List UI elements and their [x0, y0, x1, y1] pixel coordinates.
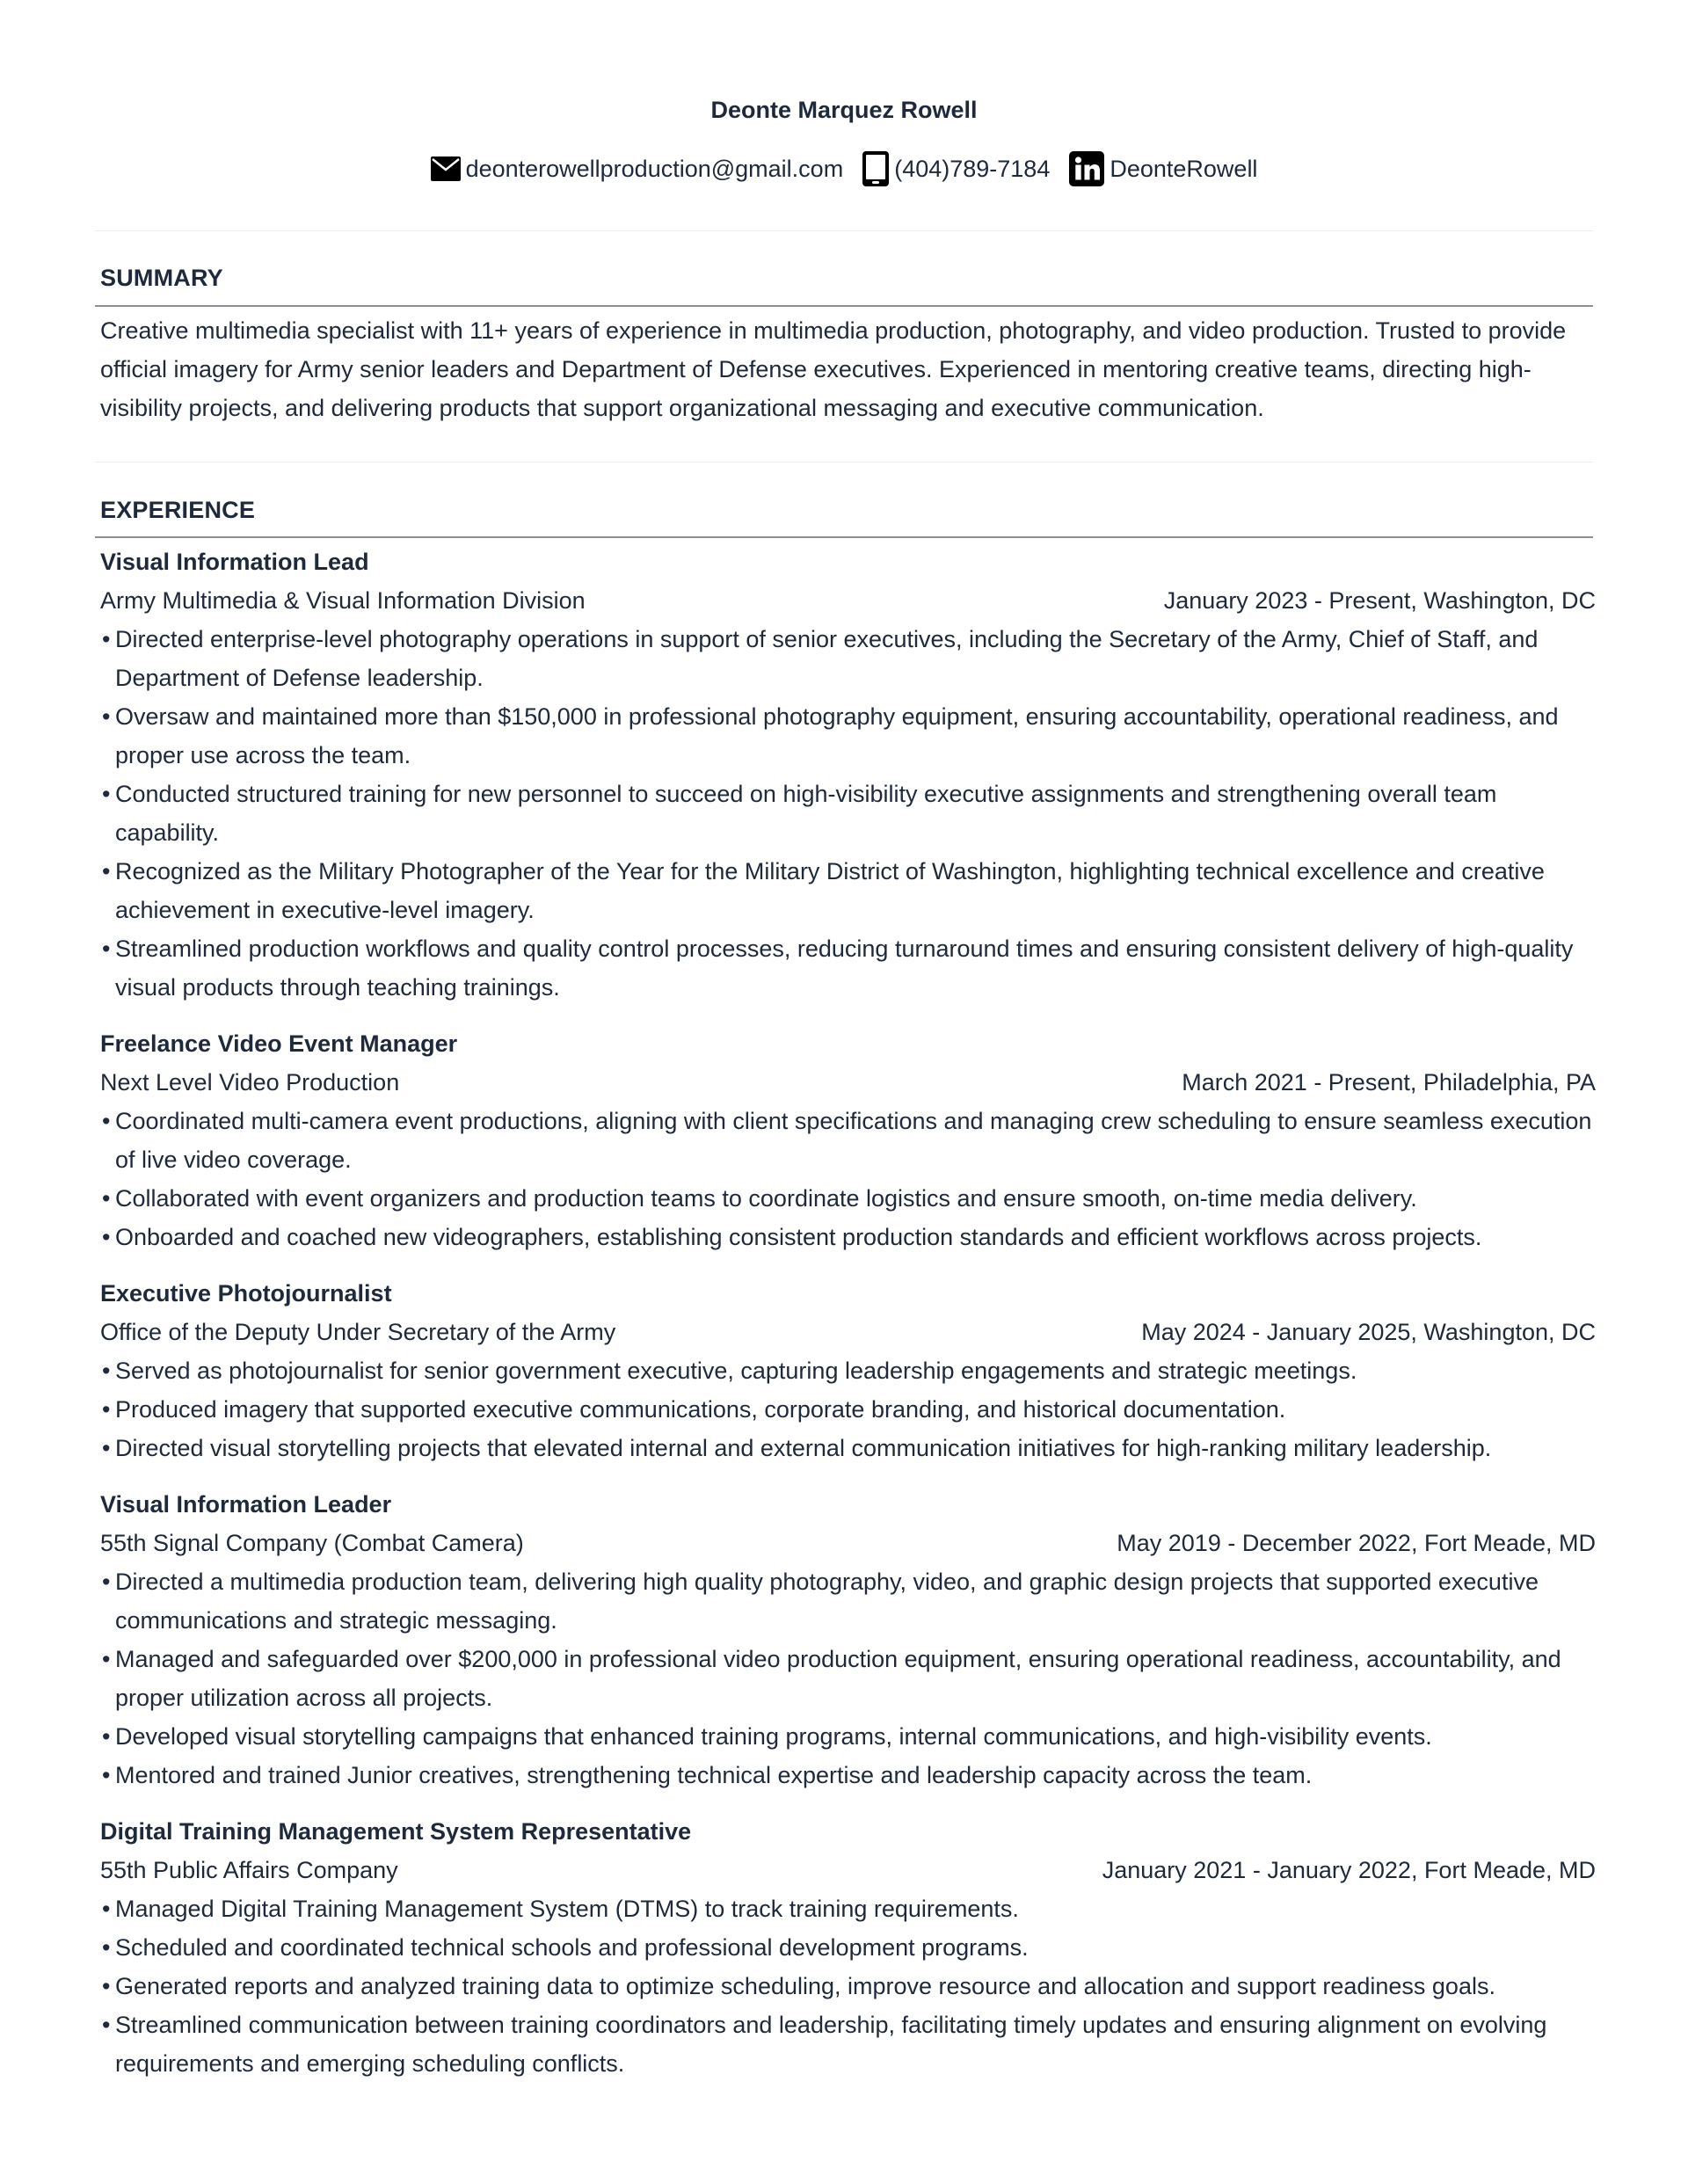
job-entry — [100, 1024, 1595, 1256]
job-dates-location: May 2024 - January 2025, Washington, DC — [1141, 1319, 1596, 1345]
smartphone-icon — [862, 151, 894, 186]
job-bullet: • Developed visual storytelling campaigns that enhanced training programs, internal communications, and high-visibility events. — [100, 1717, 1595, 1756]
job-bullet: • Oversaw and maintained more than $150,000 in professional photography equipment, ensuring accountability, operational readiness, and proper use across the team. — [100, 697, 1595, 775]
job-bullets — [100, 1889, 1595, 2083]
job-bullets — [100, 1351, 1595, 1467]
job-bullet: • Directed a multimedia production team, delivering high quality photography, video, and graphic design projects that supported executive communications and strategic messaging. — [100, 1562, 1595, 1640]
summary-text: Creative multimedia specialist with 11+ years of experience in multimedia production, photography, and video production. Trusted to provide official imagery for Army senior leaders and Department of Defense executives. Experienced in mentoring creative teams, directing high-visibility projects, and delivering products that support organizational messaging and executive communication. — [100, 317, 1567, 421]
candidate-name: Deonte Marquez Rowell — [710, 97, 978, 123]
phone-number[interactable]: (404)789-7184 — [894, 155, 1051, 182]
job-meta — [100, 1851, 1596, 1889]
job-dates-location: January 2023 - Present, Washington, DC — [1163, 587, 1596, 614]
experience-rule — [95, 536, 1593, 538]
header-divider — [95, 230, 1593, 231]
job-bullet: • Directed enterprise-level photography operations in support of senior executives, including the Secretary of the Army, Chief of Staff, and Department of Defense leadership. — [100, 620, 1595, 697]
job-dates-location: January 2021 - January 2022, Fort Meade, MD — [1102, 1857, 1596, 1883]
job-organization: Office of the Deputy Under Secretary of the Army — [100, 1319, 616, 1345]
job-organization: Next Level Video Production — [100, 1069, 400, 1096]
job-title: Digital Training Management System Representative — [100, 1818, 692, 1845]
job-entry — [100, 1485, 1595, 1795]
job-bullet: • Produced imagery that supported executive communications, corporate branding, and historical documentation. — [100, 1390, 1595, 1429]
job-entry — [100, 1812, 1595, 2083]
contact-row — [0, 151, 1688, 186]
job-title: Visual Information Leader — [100, 1491, 392, 1518]
contact-linkedin[interactable] — [1069, 151, 1257, 186]
job-bullets — [100, 620, 1595, 1007]
contact-email[interactable] — [431, 156, 844, 183]
job-entry — [100, 542, 1595, 1007]
job-dates-location: March 2021 - Present, Philadelphia, PA — [1182, 1069, 1596, 1096]
linkedin-icon — [1069, 151, 1110, 186]
experience-list — [100, 542, 1595, 2100]
job-bullet: • Served as photojournalist for senior government executive, capturing leadership engagements and strategic meetings. — [100, 1351, 1595, 1390]
job-meta — [100, 1313, 1596, 1351]
job-bullet: • Managed Digital Training Management System (DTMS) to track training requirements. — [100, 1889, 1595, 1928]
job-bullet: • Generated reports and analyzed training data to optimize scheduling, improve resource and allocation and support readiness goals. — [100, 1967, 1595, 2006]
summary-rule — [95, 305, 1593, 307]
job-dates-location: May 2019 - December 2022, Fort Meade, MD — [1117, 1530, 1596, 1556]
job-bullets — [100, 1102, 1595, 1256]
job-bullet: • Streamlined communication between training coordinators and leadership, facilitating timely updates and ensuring alignment on evolving requirements and emerging scheduling conflicts. — [100, 2006, 1595, 2083]
job-organization: 55th Public Affairs Company — [100, 1857, 398, 1883]
envelope-icon — [431, 157, 466, 181]
job-organization: 55th Signal Company (Combat Camera) — [100, 1530, 524, 1556]
contact-phone[interactable] — [862, 151, 1050, 186]
job-bullet: • Directed visual storytelling projects that elevated internal and external communication initiatives for high-ranking military leadership. — [100, 1429, 1595, 1467]
job-meta — [100, 1063, 1596, 1102]
job-bullet: • Scheduled and coordinated technical schools and professional development programs. — [100, 1928, 1595, 1967]
job-meta — [100, 581, 1596, 620]
job-bullet: • Collaborated with event organizers and production teams to coordinate logistics and ensure smooth, on-time media delivery. — [100, 1179, 1595, 1218]
job-title: Visual Information Lead — [100, 549, 369, 575]
job-title: Executive Photojournalist — [100, 1280, 392, 1307]
job-bullets — [100, 1562, 1595, 1795]
job-bullet: • Mentored and trained Junior creatives, strengthening technical expertise and leadership capacity across the team. — [100, 1756, 1595, 1795]
job-organization: Army Multimedia & Visual Information Division — [100, 587, 586, 614]
job-meta — [100, 1524, 1596, 1562]
job-bullet: • Recognized as the Military Photographer of the Year for the Military District of Washington, highlighting technical excellence and creative achievement in executive-level imagery. — [100, 852, 1595, 929]
job-title: Freelance Video Event Manager — [100, 1030, 458, 1057]
job-entry — [100, 1274, 1595, 1467]
experience-heading: EXPERIENCE — [100, 497, 256, 523]
job-bullet: • Coordinated multi-camera event productions, aligning with client specifications and managing crew scheduling to ensure seamless execution of live video coverage. — [100, 1102, 1595, 1179]
linkedin-handle[interactable]: DeonteRowell — [1110, 155, 1258, 182]
job-bullet: • Onboarded and coached new videographers, establishing consistent production standards and efficient workflows across projects. — [100, 1218, 1595, 1256]
job-bullet: • Managed and safeguarded over $200,000 in professional video production equipment, ensuring operational readiness, accountability, and proper utilization across all projects. — [100, 1640, 1595, 1717]
job-bullet: • Conducted structured training for new personnel to succeed on high-visibility executive assignments and strengthening overall team capability. — [100, 775, 1595, 852]
job-bullet: • Streamlined production workflows and quality control processes, reducing turnaround times and ensuring consistent delivery of high-quality visual products through teaching trainings. — [100, 929, 1595, 1007]
summary-heading: SUMMARY — [100, 265, 223, 291]
email-address[interactable]: deonterowellproduction@gmail.com — [465, 155, 844, 182]
